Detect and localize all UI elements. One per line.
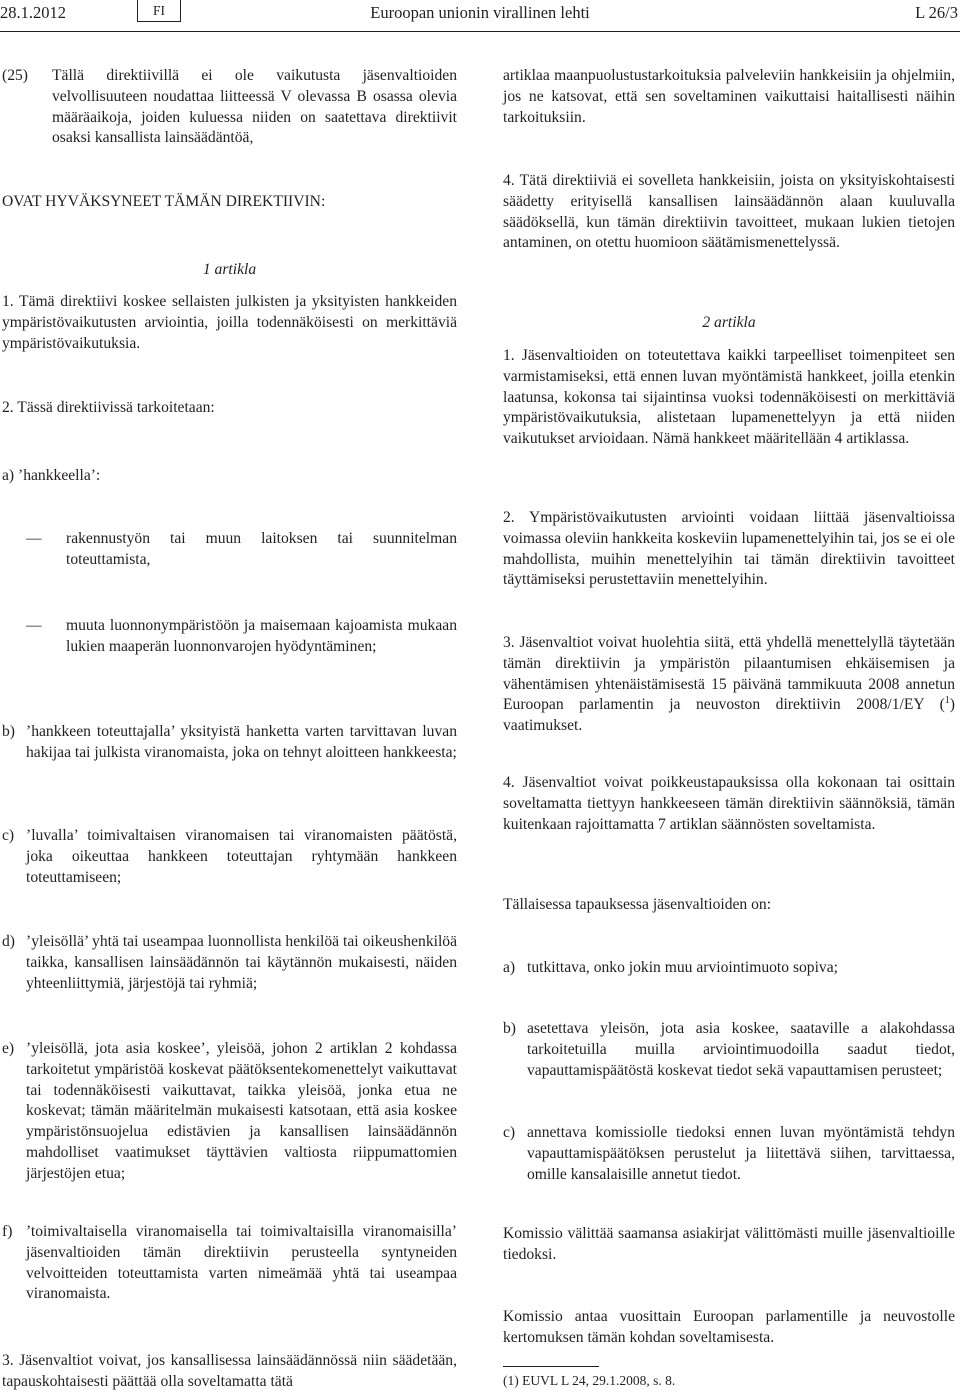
article-1-para-4: 4. Tätä direktiiviä ei sovelleta hankkeisiin, joista on yksityiskohtaisesti säädetty erityisellä kansallisen lainsäädännön alaan kuuluvalla säädöksellä, kun tämän direktiivin tavoitteet, mukaan lukien tietojen antaminen, on otettu huomioon säätämismenettelyssä. (503, 172, 955, 252)
item-f: ’toimivaltaisella viranomaisella tai toimivaltaisilla viranomaisilla’ jäsenvaltioiden tämän direktiivin perusteella syntyneiden velvoitteiden toteuttamista varten nimeämää yhtä tai useampaa viranomaista. (26, 1223, 457, 1303)
item-a: a) ’hankkeella’: (2, 467, 101, 484)
item-c: ’luvalla’ toimivaltaisen viranomaisen tai viranomaisten päätöstä, joka oikeuttaa hankkeen toteuttajan ryhtymään hankkeen toteuttamiseen; (26, 827, 457, 886)
header-date: 28.1.2012 (0, 3, 66, 22)
commission-report: Komissio antaa vuosittain Euroopan parlamentille ja neuvostolle kertomuksen tämän kohdan soveltamisesta. (503, 1308, 955, 1346)
recital-text: Tällä direktiivillä ei ole vaikutusta jäsenvaltioiden velvollisuuteen noudattaa liitteessä V olevassa B osassa olevia määräaikoja, joiden kuluessa niiden on saatettava direktiivit osaksi kansallista lainsäädäntöä, (52, 67, 457, 147)
recital-number: (25) (2, 67, 28, 84)
page-header (0, 0, 960, 32)
item-d: ’yleisöllä’ yhtä tai useampaa luonnollista henkilöä tai oikeushenkilöä taikka, kansallisen lainsäädännön tai käytännön mukaisesti, näiden yhteenliittymiä, järjestöjä tai ryhmiä; (26, 933, 457, 992)
item-b-label: b) (2, 723, 15, 740)
article-2-para-1: 1. Jäsenvaltioiden on toteutettava kaikki tarpeelliset toimenpiteet sen varmistamiseksi, että ennen luvan myöntämistä hankkeet, joilla etenkin laatunsa, kokonsa tai sijaintinsa vuoksi todennäköisesti on merkittäviä ympäristövaikutuksia, alistetaan lupamenettelyyn ja että niiden vaikutukset arvioidaan. Nämä hankkeet määritellään 4 artiklassa. (503, 347, 955, 448)
item-c-label: c) (503, 1124, 516, 1141)
exemption-item-b: asetettava yleisön, jota asia koskee, saataville a alakohdassa tarkoitetuilla muilla arviointimuodoilla saadut tiedot, vapauttamispäätöstä koskevat tiedot sekä vapauttamisen perusteet; (527, 1020, 955, 1079)
article-1-para-1: 1. Tämä direktiivi koskee sellaisten julkisten ja yksityisten hankkeiden ympäristövaikutusten arviointia, joilla todennäköisesti on merkittäviä ympäristövaikutuksia. (2, 293, 457, 352)
para-3-text: 3. Jäsenvaltiot voivat huolehtia siitä, että yhdellä menettelyllä täytetään tämän direktiivin ja ympäristön pilaantumisen ehkäisemisen ja vähentämisen yhtenäistämisestä 15 päivänä tammikuuta 2008 annetun Euroopan parlamentin ja neuvoston direktiivin 2008/1/EY ( (503, 634, 955, 714)
exemption-intro: Tällaisessa tapauksessa jäsenvaltioiden on: (503, 896, 772, 913)
article-2-para-4: 4. Jäsenvaltiot voivat poikkeustapauksissa olla kokonaan tai osittain soveltamatta tiettyyn hankkeeseen tämän direktiivin säännöksiä, tämän kuitenkaan rajoittamatta 7 artiklan säännösten soveltamista. (503, 774, 955, 833)
para-3-text-end: ) vaatimukset. (503, 696, 955, 735)
article-2-title: 2 artikla (702, 314, 756, 331)
page-number: L 26/3 (915, 3, 958, 22)
item-b: ’hankkeen toteuttajalla’ yksityistä hanketta varten tarvittavan luvan hakijaa tai julkista viranomaista, joka on tehnyt aloitteen hankkeesta; (26, 723, 457, 761)
commission-forwarding: Komissio välittää saamansa asiakirjat välittömästi muille jäsenvaltioille tiedoksi. (503, 1225, 955, 1263)
journal-title: Euroopan unionin virallinen lehti (370, 3, 590, 22)
item-c-label: c) (2, 827, 15, 844)
article-1-para-3: 3. Jäsenvaltiot voivat, jos kansallisessa lainsäädännössä niin säädetään, tapauskohtaisesti päättää olla soveltamatta tätä (2, 1352, 457, 1390)
footnote-rule (503, 1366, 599, 1367)
language-box: FI (137, 0, 181, 22)
item-e-label: e) (2, 1040, 15, 1057)
article-1-para-2: 2. Tässä direktiivissä tarkoitetaan: (2, 399, 215, 416)
footnote: (1) EUVL L 24, 29.1.2008, s. 8. (503, 1373, 676, 1388)
item-a-dash-1: rakennustyön tai muun laitoksen tai suunnitelman toteuttamista, (66, 530, 457, 568)
item-b-label: b) (503, 1020, 516, 1037)
item-a-dash-2: muuta luonnonympäristöön ja maisemaan kajoamista mukaan lukien maaperän luonnonvarojen hyödyntäminen; (66, 617, 457, 655)
article-2-para-2: 2. Ympäristövaikutusten arviointi voidaan liittää jäsenvaltioissa voimassa oleviin hankkeita koskeviin lupamenettelyihin tai, jos se ei ole mahdollista, muihin menettelyihin tai tämän direktiivin tavoitteet täyttämiseksi perustettaviin menettelyihin. (503, 509, 955, 589)
item-a-label: a) (503, 959, 516, 976)
header-rule (0, 31, 960, 32)
article-1-title: 1 artikla (202, 261, 257, 278)
dash-marker: — (26, 530, 42, 547)
exemption-item-c: annettava komissiolle tiedoksi ennen luvan myöntämistä tehdyn vapauttamispäätöksen perustelut ja liitettävä siihen, tarvittaessa, omille kansalaisille annetut tiedot. (527, 1124, 955, 1183)
item-e: ’yleisöllä, jota asia koskee’, yleisöä, johon 2 artiklan 2 kohdassa tarkoitetut ympäristöä koskevat päätöksentekomenettelyt vaikuttavat tai todennäköisesti vaikuttavat, taikka yleisöä, jonka etua ne koskevat; tämän määritelmän mukaisesti katsotaan, että asia koskee ympäristönsuojelua edistävien ja kansallisen lainsäädännön mahdolliset vaatimukset täyttävien valtiosta riippumattomien järjestöjen etua; (26, 1040, 457, 1182)
footnote-reference[interactable]: 1 (944, 695, 950, 707)
dash-marker: — (26, 617, 42, 634)
adoption-statement: OVAT HYVÄKSYNEET TÄMÄN DIREKTIIVIN: (2, 193, 326, 210)
item-d-label: d) (2, 933, 15, 950)
exemption-item-a: tutkittava, onko jokin muu arviointimuoto sopiva; (527, 959, 838, 976)
item-f-label: f) (2, 1223, 13, 1240)
para-3-continuation: artiklaa maanpuolustustarkoituksia palveleviin hankkeisiin ja ohjelmiin, jos ne katsovat, että sen soveltaminen vaikuttaisi haitallisesti näihin tarkoituksiin. (503, 67, 955, 126)
article-2-para-3 (503, 633, 955, 737)
